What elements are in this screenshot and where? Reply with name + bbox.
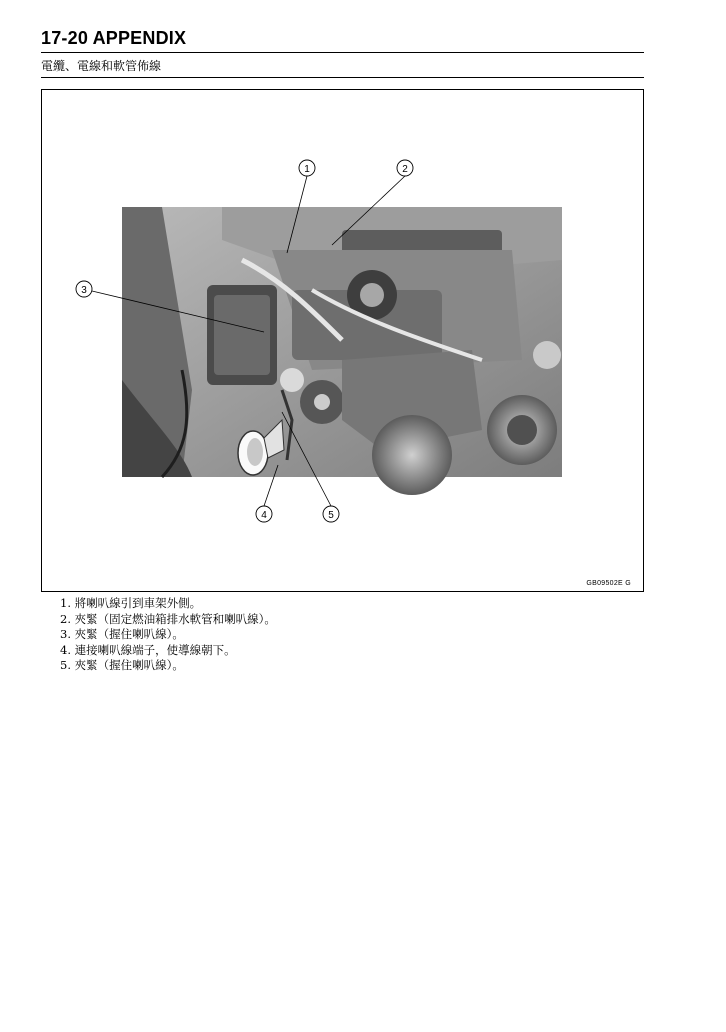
- callout-1: [299, 160, 315, 176]
- header-rule-top: [41, 52, 644, 53]
- figure-code: GB09502E G: [586, 580, 631, 587]
- page-subtitle: 電纜、電線和軟管佈線: [41, 59, 162, 73]
- figure-frame: [41, 89, 644, 592]
- caption-list: [60, 596, 276, 674]
- callout-4: [256, 506, 272, 522]
- caption-item-5: 5. 夾緊（握住喇叭線）。: [60, 658, 184, 672]
- callout-2: [397, 160, 413, 176]
- header-rule-bottom: [41, 77, 644, 78]
- caption-item-3: 3. 夾緊（握住喇叭線）。: [60, 627, 184, 641]
- callout-3-label: 3: [81, 285, 87, 296]
- caption-item-2: 2. 夾緊（固定燃油箱排水軟管和喇叭線）。: [60, 611, 276, 626]
- engine-photo: [122, 207, 562, 495]
- callout-2-label: 2: [402, 164, 408, 175]
- callout-5: [323, 506, 339, 522]
- callout-1-label: 1: [304, 164, 310, 175]
- callout-5-label: 5: [328, 510, 334, 521]
- section-title: 17-20 APPENDIX: [41, 28, 187, 48]
- callout-4-label: 4: [261, 510, 267, 521]
- callout-3: [76, 281, 92, 297]
- caption-item-4: 4. 連接喇叭線端子，使導線朝下。: [60, 642, 236, 657]
- engine-illustration: [42, 90, 643, 591]
- caption-item-1: 1. 將喇叭線引到車架外側。: [60, 596, 202, 610]
